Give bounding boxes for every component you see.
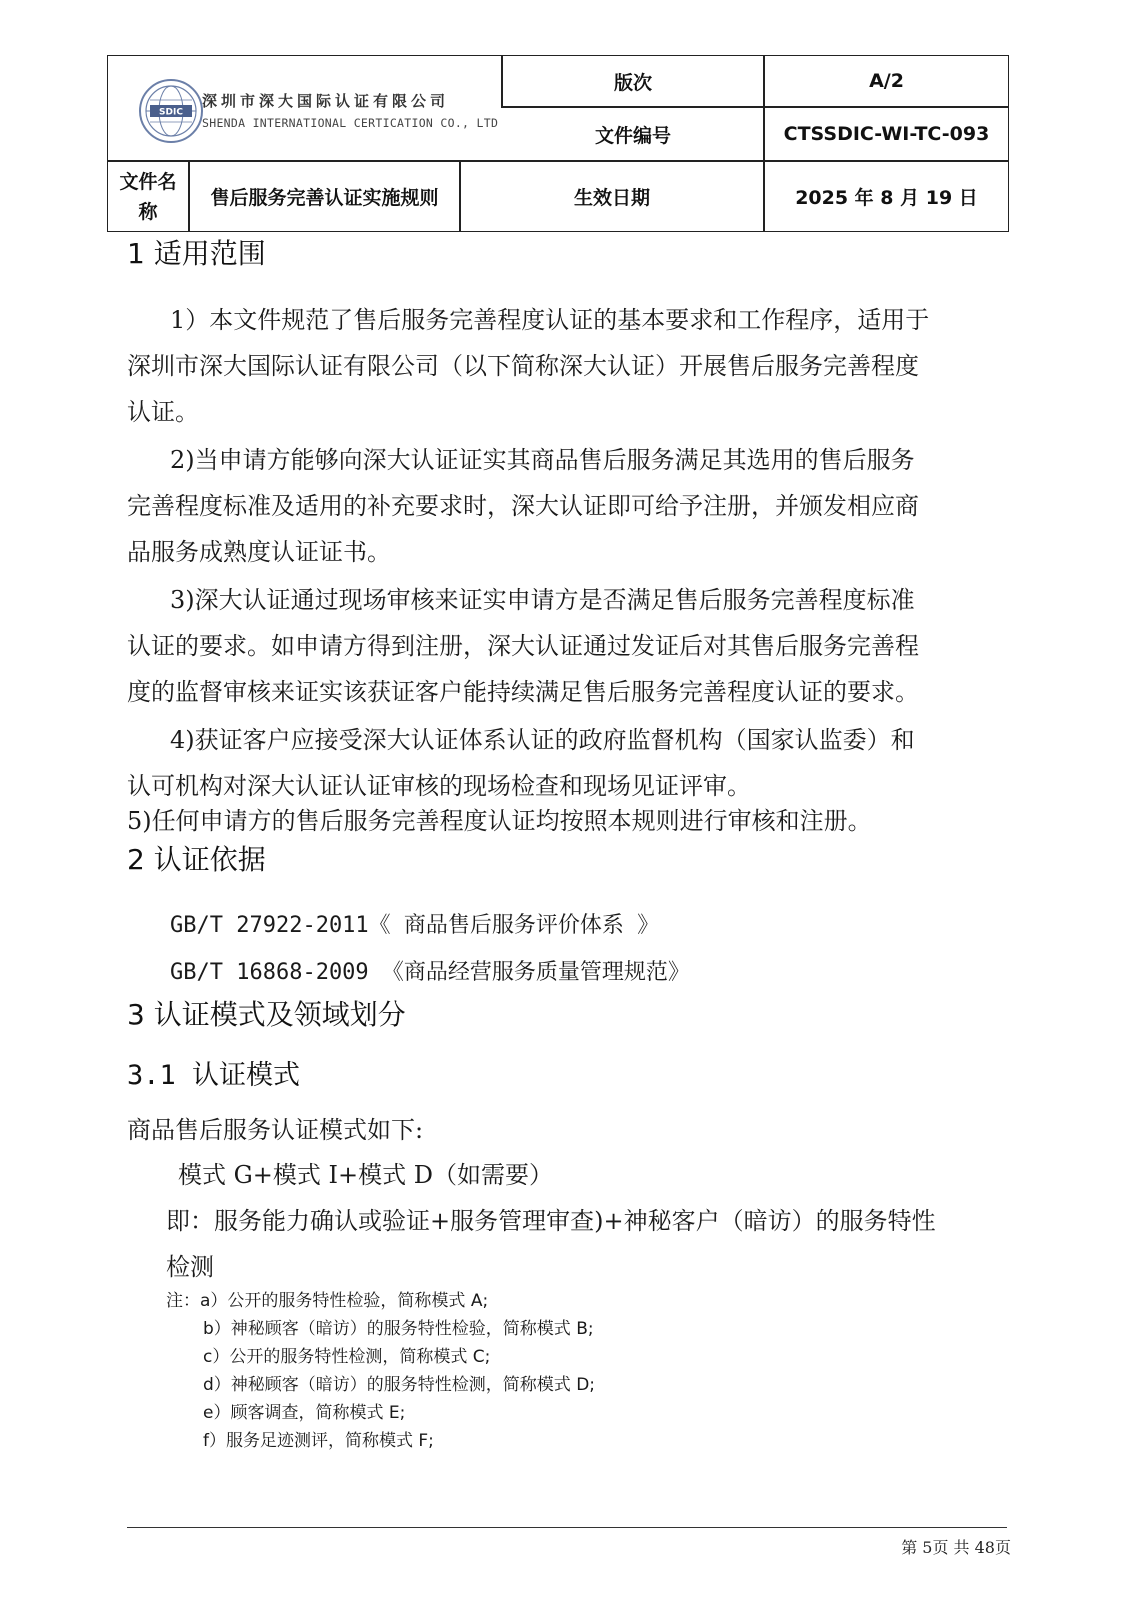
note-line: b）神秘顾客（暗访）的服务特性检验，简称模式 B; [203, 1319, 594, 1339]
paragraph-line: 即：服务能力确认或验证+服务管理审查)+神秘客户（暗访）的服务特性 [166, 1207, 936, 1235]
page-number: 第 5页 共 48页 [901, 1538, 1011, 1557]
note-line: f）服务足迹测评，简称模式 F; [203, 1431, 434, 1451]
version-value: A/2 [869, 70, 904, 92]
docno-label: 文件编号 [594, 124, 671, 147]
docname-label [108, 162, 188, 231]
note-line: e）顾客调查，简称模式 E; [203, 1403, 406, 1423]
company-name-en: SHENDA INTERNATIONAL CERTICATION CO., LTD [202, 116, 499, 130]
docname-value: 售后服务完善认证实施规则 [210, 187, 439, 209]
paragraph-line: 商品售后服务认证模式如下: [127, 1116, 424, 1144]
paragraph-line: 认证的要求。如申请方得到注册，深大认证通过发证后对其售后服务完善程 [127, 632, 919, 660]
standard-reference: GB/T 27922-2011《 商品售后服务评价体系 》 [170, 913, 660, 938]
docname-label-line: 称 [138, 200, 158, 223]
note-line: 注：a）公开的服务特性检验，简称模式 A; [166, 1291, 489, 1311]
paragraph-line: 认证。 [127, 398, 199, 426]
date-label: 生效日期 [573, 187, 650, 209]
section-3-title: 3 认证模式及领域划分 [127, 998, 406, 1031]
svg-text:SDIC: SDIC [159, 107, 183, 118]
version-label: 版次 [613, 71, 652, 94]
note-line: d）神秘顾客（暗访）的服务特性检测，简称模式 D; [203, 1375, 596, 1395]
section-2-title: 2 认证依据 [127, 843, 266, 876]
paragraph-line: 完善程度标准及适用的补充要求时，深大认证即可给予注册，并颁发相应商 [127, 492, 919, 520]
paragraph-line: 检测 [166, 1253, 214, 1281]
paragraph-line: 3)深大认证通过现场审核来证实申请方是否满足售后服务完善程度标准 [170, 586, 915, 614]
docname-label-line: 文件名 [119, 170, 177, 193]
date-value: 2025 年 8 月 19 日 [795, 187, 978, 209]
globe-logo-icon [138, 78, 204, 144]
paragraph-line: 2)当申请方能够向深大认证证实其商品售后服务满足其选用的售后服务 [170, 446, 915, 474]
note-line: c）公开的服务特性检测，简称模式 C; [203, 1347, 491, 1367]
paragraph-line: 深圳市深大国际认证有限公司（以下简称深大认证）开展售后服务完善程度 [127, 352, 919, 380]
paragraph-line: 5)任何申请方的售后服务完善程度认证均按照本规则进行审核和注册。 [127, 807, 872, 835]
section-3-1-title: 3.1 认证模式 [127, 1060, 301, 1091]
section-1-title: 1 适用范围 [127, 237, 266, 270]
company-logo [138, 78, 499, 148]
paragraph-line: 模式 G+模式 I+模式 D（如需要） [178, 1161, 553, 1189]
paragraph-line: 1）本文件规范了售后服务完善程度认证的基本要求和工作程序，适用于 [170, 306, 930, 334]
company-name-cn: 深圳市深大国际认证有限公司 [202, 92, 450, 110]
docno-value: CTSSDIC-WI-TC-093 [783, 123, 990, 145]
paragraph-line: 品服务成熟度认证证书。 [127, 538, 391, 566]
paragraph-line: 认可机构对深大认证认证审核的现场检查和现场见证评审。 [127, 772, 751, 800]
paragraph-line: 度的监督审核来证实该获证客户能持续满足售后服务完善程度认证的要求。 [127, 678, 919, 706]
standard-reference: GB/T 16868-2009 《商品经营服务质量管理规范》 [170, 960, 690, 985]
header-table [107, 55, 1009, 232]
footer-divider [127, 1527, 1007, 1528]
paragraph-line: 4)获证客户应接受深大认证体系认证的政府监督机构（国家认监委）和 [170, 726, 915, 754]
